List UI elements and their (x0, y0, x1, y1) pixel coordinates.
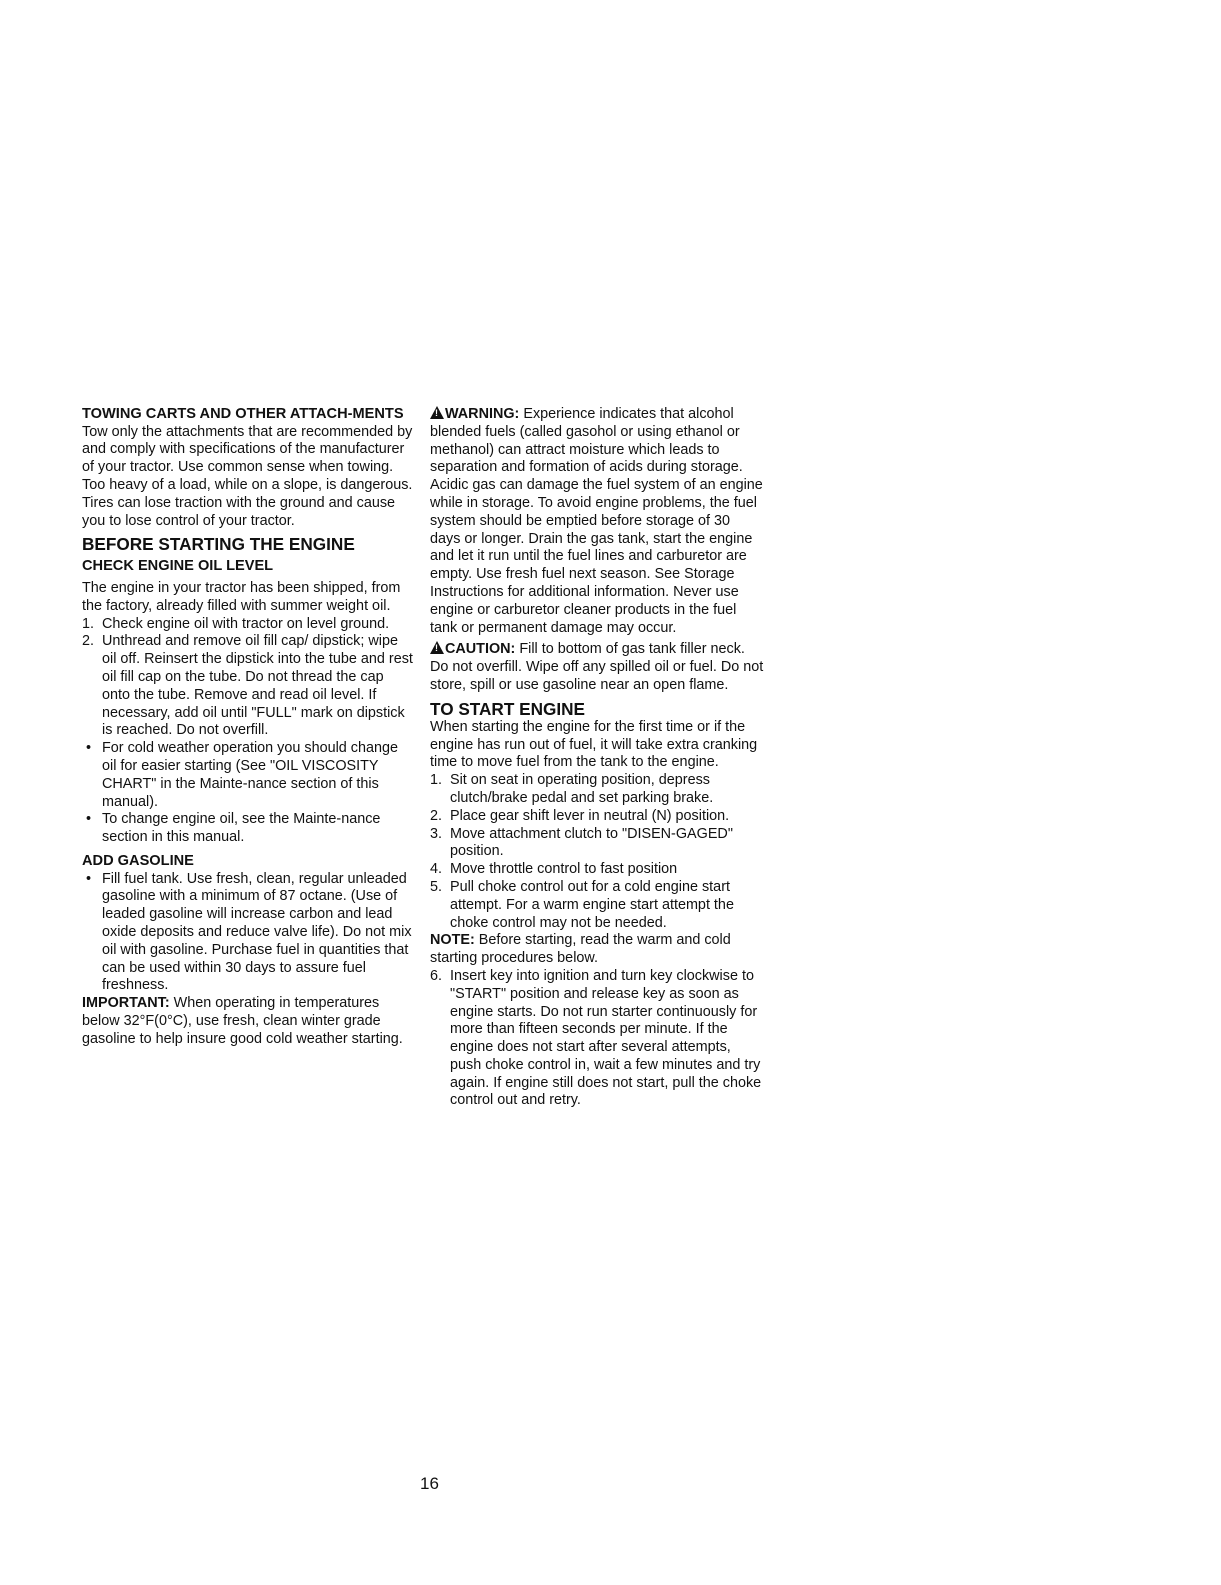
warning-paragraph (430, 406, 764, 637)
step-text: Check engine oil with tractor on level ground. (102, 615, 390, 632)
important-paragraph (82, 995, 414, 1048)
warning-label: WARNING: (445, 406, 520, 422)
right-column (430, 406, 764, 1110)
bullet-text: For cold weather operation you should change oil for easier starting (See "OIL VISCOSITY CHART" in the Mainte-nance section of this manual). (102, 740, 398, 810)
caution-label: CAUTION: (445, 641, 516, 658)
bullet-icon: • (86, 870, 92, 887)
left-column (82, 406, 414, 1048)
important-text: When operating in temperatures below 32°F(0°C), use fresh, clean winter grade gasoline to help insure good cold weather starting. (82, 995, 403, 1047)
list-item (430, 826, 764, 862)
list-item (430, 772, 764, 808)
step-number: 5. (430, 878, 443, 895)
page-number: 16 (420, 1474, 439, 1493)
start-engine-heading: TO START ENGINE (430, 698, 586, 719)
check-oil-body: The engine in your tractor has been shipped, from the factory, already filled with summer weight oil. (82, 579, 401, 614)
note-label: NOTE: (430, 932, 475, 949)
caution-triangle-icon (430, 641, 444, 654)
start-engine-step6 (430, 968, 764, 1110)
list-item (82, 633, 414, 740)
note-text: Before starting, read the warm and cold starting procedures below. (430, 932, 731, 967)
step-text: Insert key into ignition and turn key clockwise to "START" position and release key as soon as engine starts. Do not run starter continuously for more than fifteen seconds per minute. If the engine does not start after several attempts, push choke control in, wait a few minutes and try again. If engine still does not start, pull the choke control out and retry. (450, 967, 762, 1109)
list-item (82, 616, 414, 634)
list-item (430, 861, 764, 879)
step-text: Move attachment clutch to "DISEN-GAGED" position. (450, 825, 733, 860)
warning-text: Experience indicates that alcohol blended fuels (called gasohol or using ethanol or methanol) can attract moisture which leads to separation and formation of acids during storage. Acidic gas can damage the fuel system of an engine while in storage. To avoid engine problems, the fuel system should be emptied before storage of 30 days or longer. Drain the gas tank, start the engine and let it run until the fuel lines and carburetor are empty. Use fresh fuel next season. See Storage Instructions for additional information. Never use engine or carburetor cleaner products in the fuel tank or permanent damage may occur. (430, 406, 763, 636)
bullet-text: To change engine oil, see the Mainte-nance section in this manual. (102, 811, 381, 846)
check-oil-heading: CHECK ENGINE OIL LEVEL (82, 558, 274, 575)
bullet-icon: • (86, 740, 92, 757)
step-number: 3. (430, 825, 443, 842)
caution-text: Fill to bottom of gas tank filler neck. Do not overfill. Wipe off any spilled oil or fuel. Do not store, spill or use gasoline near an open flame. (430, 641, 764, 693)
check-oil-bullets (82, 740, 414, 847)
gasoline-bullets (82, 871, 414, 996)
list-item (430, 808, 764, 826)
start-engine-intro: When starting the engine for the first time or if the engine has run out of fuel, it will take extra cranking time to move fuel from the tank to the engine. (430, 718, 758, 771)
important-label: IMPORTANT: (82, 995, 170, 1012)
step-text: Pull choke control out for a cold engine start attempt. For a warm engine start attempt the choke control may not be needed. (450, 878, 734, 931)
warning-triangle-icon (430, 406, 444, 419)
towing-body: Tow only the attachments that are recommended by and comply with specifications of the manufacturer of your tractor. Use common sense when towing. Too heavy of a load, while on a slope, is dangerous. Tires can lose traction with the ground and cause you to lose control of your tractor. (82, 423, 413, 529)
step-number: 4. (430, 861, 443, 878)
step-number: 2. (82, 633, 95, 650)
list-item (430, 968, 764, 1110)
step-number: 1. (82, 615, 95, 632)
add-gasoline-heading: ADD GASOLINE (82, 852, 194, 869)
step-text: Place gear shift lever in neutral (N) position. (450, 807, 730, 824)
start-engine-steps (430, 772, 764, 932)
towing-heading: TOWING CARTS AND OTHER ATTACH-MENTS (82, 406, 404, 422)
list-item (430, 879, 764, 932)
step-text: Move throttle control to fast position (450, 861, 678, 878)
step-number: 1. (430, 772, 443, 789)
step-text: Unthread and remove oil fill cap/ dipstick; wipe oil off. Reinsert the dipstick into the tube and rest oil fill cap on the tube. Do not thread the cap onto the tube. Remove and read oil level. If necessary, add oil until "FULL" mark on dipstick is reached. Do not overfill. (102, 633, 413, 739)
list-item (82, 811, 414, 847)
list-item (82, 740, 414, 811)
caution-paragraph (430, 641, 764, 694)
bullet-text: Fill fuel tank. Use fresh, clean, regular unleaded gasoline with a minimum of 87 octane. (Use of leaded gasoline will increase carbon and lead oxide deposits and reduce valve life). Do not mix oil with gasoline. Purchase fuel in quantities that can be used within 30 days to assure fuel freshness. (102, 870, 412, 994)
step-number: 2. (430, 807, 443, 824)
step-text: Sit on seat in operating position, depress clutch/brake pedal and set parking brake. (450, 772, 714, 806)
before-starting-heading: BEFORE STARTING THE ENGINE (82, 534, 355, 555)
bullet-icon: • (86, 811, 92, 828)
step-number: 6. (430, 967, 443, 984)
note-paragraph (430, 932, 764, 968)
check-oil-steps (82, 616, 414, 741)
list-item (82, 871, 414, 996)
